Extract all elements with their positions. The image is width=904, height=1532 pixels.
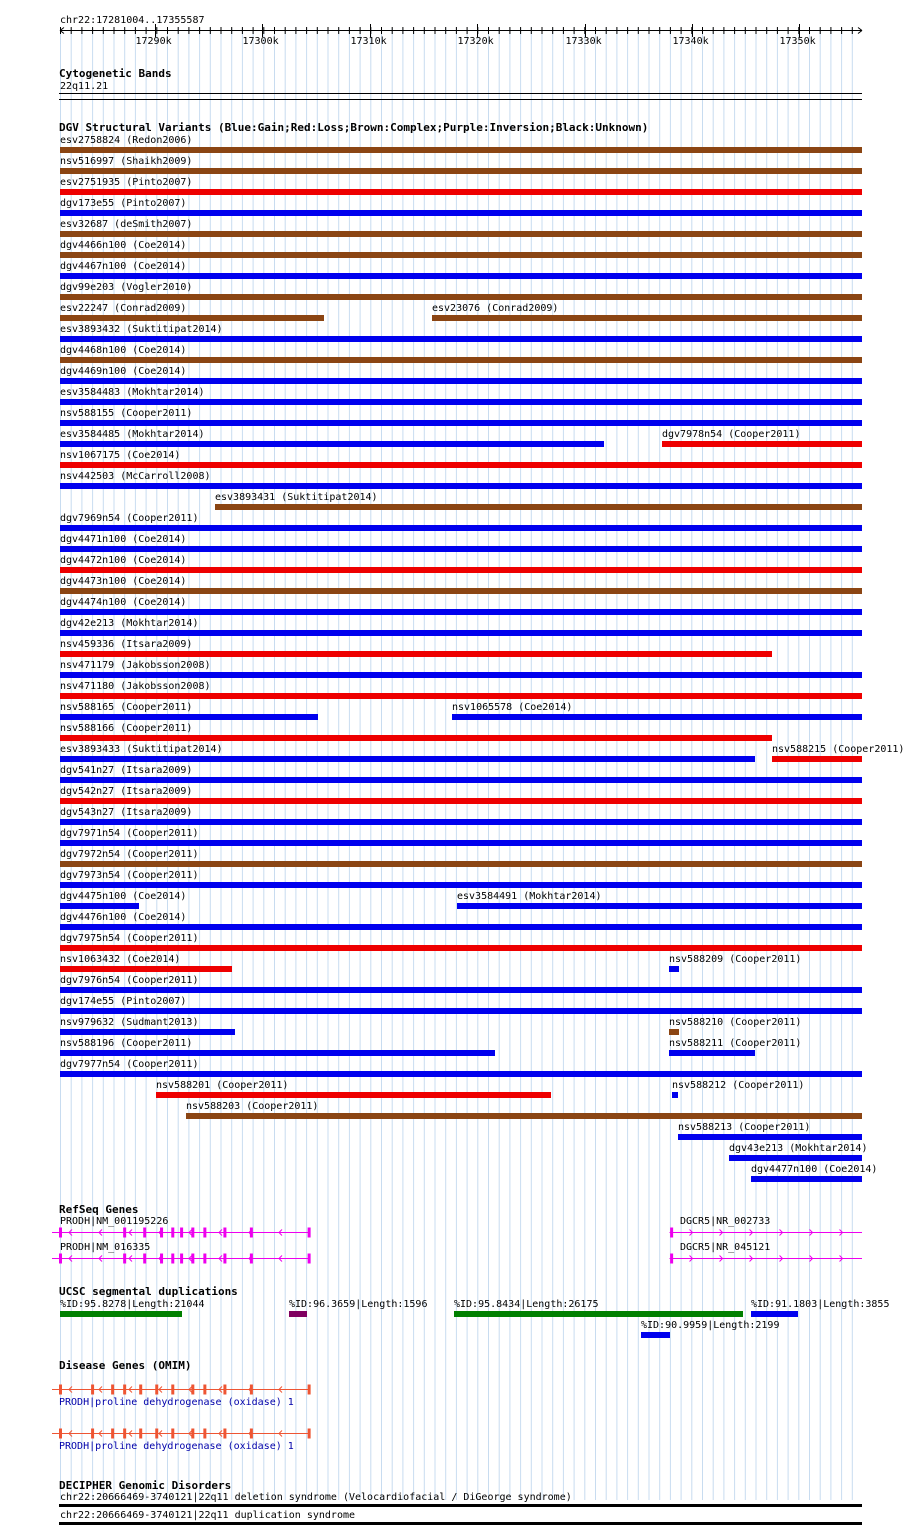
variant-label: nsv588201 (Cooper2011) <box>156 1080 289 1091</box>
refseq-gene-label: PRODH|NM_001195226 <box>60 1216 169 1227</box>
variant-label: nsv588166 (Cooper2011) <box>60 723 193 734</box>
variant-label: nsv588209 (Cooper2011) <box>669 954 802 965</box>
variant-label: dgv4473n100 (Coe2014) <box>60 576 187 587</box>
variant-label: dgv7977n54 (Cooper2011) <box>60 1059 199 1070</box>
variant-label: nsv588211 (Cooper2011) <box>669 1038 802 1049</box>
variant-label: dgv99e203 (Vogler2010) <box>60 282 193 293</box>
variant-label: esv22247 (Conrad2009) <box>60 303 187 314</box>
variant-label: esv3584483 (Mokhtar2014) <box>60 387 205 398</box>
decipher-title: DECIPHER Genomic Disorders <box>59 1479 232 1492</box>
variant-label: dgv173e55 (Pinto2007) <box>60 198 187 209</box>
variant-label: nsv588213 (Cooper2011) <box>678 1122 811 1133</box>
region-label: chr22:17281004..17355587 <box>60 15 205 26</box>
refseq-title: RefSeq Genes <box>59 1203 139 1216</box>
variant-label: dgv4466n100 (Coe2014) <box>60 240 187 251</box>
variant-label: nsv1067175 (Coe2014) <box>60 450 181 461</box>
variant-label: dgv4474n100 (Coe2014) <box>60 597 187 608</box>
variant-label: dgv4476n100 (Coe2014) <box>60 912 187 923</box>
refseq-gene-label: DGCR5|NR_002733 <box>680 1216 771 1227</box>
variant-label: nsv1065578 (Coe2014) <box>452 702 573 713</box>
decipher-label: chr22:20666469-3740121|22q11 duplication syndrome <box>60 1510 356 1521</box>
variant-label: nsv588210 (Cooper2011) <box>669 1017 802 1028</box>
segdup-label: %ID:96.3659|Length:1596 <box>289 1299 428 1310</box>
variant-label: dgv7978n54 (Cooper2011) <box>662 429 801 440</box>
refseq-gene-label: PRODH|NM_016335 <box>60 1242 151 1253</box>
variant-label: dgv4475n100 (Coe2014) <box>60 891 187 902</box>
variant-label: esv2751935 (Pinto2007) <box>60 177 193 188</box>
variant-label: dgv541n27 (Itsara2009) <box>60 765 193 776</box>
variant-label: nsv1063432 (Coe2014) <box>60 954 181 965</box>
omim-gene-label: PRODH|proline dehydrogenase (oxidase) 1 <box>59 1441 294 1452</box>
variant-label: dgv4477n100 (Coe2014) <box>751 1164 878 1175</box>
segdup-label: %ID:90.9959|Length:2199 <box>641 1320 780 1331</box>
variant-label: esv3893432 (Suktitipat2014) <box>60 324 223 335</box>
ruler-tick-label: 17290k <box>135 36 172 47</box>
variant-label: nsv516997 (Shaikh2009) <box>60 156 193 167</box>
variant-label: nsv588196 (Cooper2011) <box>60 1038 193 1049</box>
variant-label: nsv459336 (Itsara2009) <box>60 639 193 650</box>
variant-label: nsv588165 (Cooper2011) <box>60 702 193 713</box>
omim-gene-label: PRODH|proline dehydrogenase (oxidase) 1 <box>59 1397 294 1408</box>
variant-label: dgv542n27 (Itsara2009) <box>60 786 193 797</box>
segdup-label: %ID:91.1803|Length:3855 <box>751 1299 890 1310</box>
variant-label: dgv4468n100 (Coe2014) <box>60 345 187 356</box>
variant-label: dgv4467n100 (Coe2014) <box>60 261 187 272</box>
variant-label: dgv42e213 (Mokhtar2014) <box>60 618 199 629</box>
segdup-label: %ID:95.8434|Length:26175 <box>454 1299 599 1310</box>
ruler-tick-label: 17350k <box>779 36 816 47</box>
variant-label: esv32687 (deSmith2007) <box>60 219 193 230</box>
refseq-gene-label: DGCR5|NR_045121 <box>680 1242 771 1253</box>
variant-label: esv3893431 (Suktitipat2014) <box>215 492 378 503</box>
ruler-tick-label: 17310k <box>350 36 387 47</box>
variant-label: esv23076 (Conrad2009) <box>432 303 559 314</box>
decipher-bar <box>59 1522 862 1525</box>
variant-label: esv3584485 (Mokhtar2014) <box>60 429 205 440</box>
dgv-title: DGV Structural Variants (Blue:Gain;Red:Loss;Brown:Complex;Purple:Inversion;Black:Unknown) <box>59 121 649 134</box>
ruler-tick-label: 17320k <box>457 36 494 47</box>
ruler-tick-label: 17300k <box>242 36 279 47</box>
variant-label: dgv4472n100 (Coe2014) <box>60 555 187 566</box>
variant-label: dgv43e213 (Mokhtar2014) <box>729 1143 868 1154</box>
omim-title: Disease Genes (OMIM) <box>59 1359 192 1372</box>
cytoband-title: Cytogenetic Bands <box>59 67 172 80</box>
segdup-title: UCSC segmental duplications <box>59 1285 238 1298</box>
variant-label: dgv4469n100 (Coe2014) <box>60 366 187 377</box>
variant-label: nsv979632 (Sudmant2013) <box>60 1017 199 1028</box>
decipher-label: chr22:20666469-3740121|22q11 deletion syndrome (Velocardiofacial / DiGeorge syndrome) <box>60 1492 572 1503</box>
variant-label: dgv7975n54 (Cooper2011) <box>60 933 199 944</box>
segdup-label: %ID:95.8278|Length:21044 <box>60 1299 205 1310</box>
ruler-tick-label: 17340k <box>672 36 709 47</box>
variant-label: esv2758824 (Redon2006) <box>60 135 193 146</box>
variant-label: esv3584491 (Mokhtar2014) <box>457 891 602 902</box>
variant-label: nsv588203 (Cooper2011) <box>186 1101 319 1112</box>
variant-label: nsv442503 (McCarroll2008) <box>60 471 211 482</box>
variant-label: nsv471180 (Jakobsson2008) <box>60 681 211 692</box>
cytoband-band-label: 22q11.21 <box>60 81 109 92</box>
variant-label: dgv7973n54 (Cooper2011) <box>60 870 199 881</box>
variant-label: dgv7969n54 (Cooper2011) <box>60 513 199 524</box>
decipher-bar <box>59 1504 862 1507</box>
variant-label: dgv7976n54 (Cooper2011) <box>60 975 199 986</box>
variant-label: dgv543n27 (Itsara2009) <box>60 807 193 818</box>
variant-label: dgv4471n100 (Coe2014) <box>60 534 187 545</box>
variant-label: nsv588215 (Cooper2011) <box>772 744 904 755</box>
variant-label: nsv471179 (Jakobsson2008) <box>60 660 211 671</box>
variant-label: dgv7972n54 (Cooper2011) <box>60 849 199 860</box>
variant-label: esv3893433 (Suktitipat2014) <box>60 744 223 755</box>
variant-label: dgv174e55 (Pinto2007) <box>60 996 187 1007</box>
variant-label: dgv7971n54 (Cooper2011) <box>60 828 199 839</box>
ruler-tick-label: 17330k <box>565 36 602 47</box>
variant-label: nsv588212 (Cooper2011) <box>672 1080 805 1091</box>
variant-label: nsv588155 (Cooper2011) <box>60 408 193 419</box>
